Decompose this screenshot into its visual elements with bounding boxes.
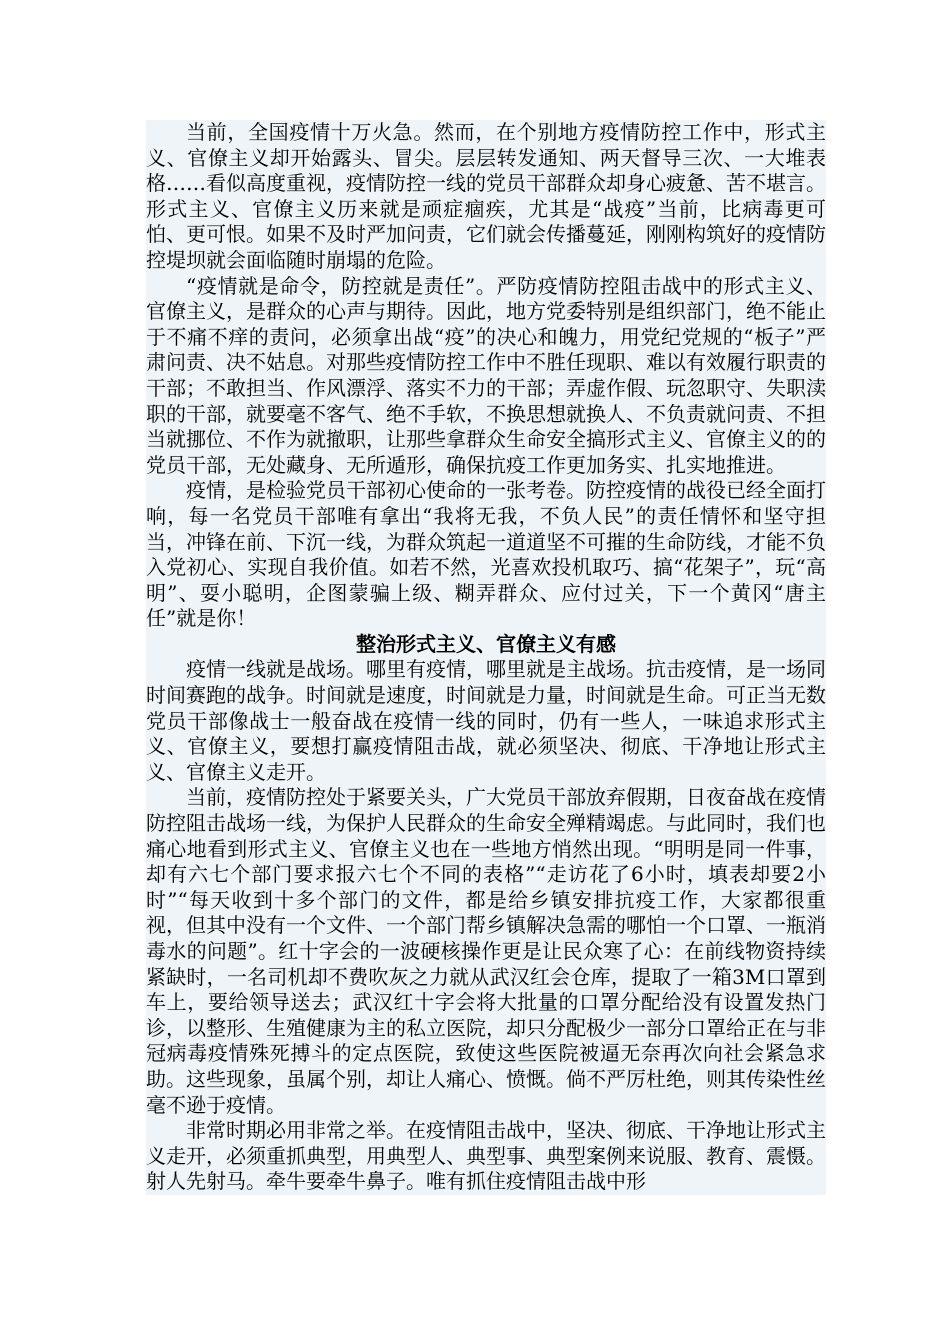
paragraph-4: 疫情一线就是战场。哪里有疫情，哪里就是主战场。抗击疫情，是一场同时间赛跑的战争。时间就是速度，时间就是力量，时间就是生命。可正当无数党员干部像战士一般奋战在疫情一线的同时，仍有一些人，一味追求形式主义、官僚主义，要想打赢疫情阻击战，就必须坚决、彻底、干净地让形式主义、官僚主义走开。 xyxy=(146,657,826,784)
paragraph-1: 当前，全国疫情十万火急。然而，在个别地方疫情防控工作中，形式主义、官僚主义却开始露头、冒尖。层层转发通知、两天督导三次、一大堆表格……看似高度重视，疫情防控一线的党员干部群众却身心疲惫、苦不堪言。形式主义、官僚主义历来就是顽症痼疾，尤其是“战疫”当前，比病毒更可怕、更可恨。如果不及时严加问责，它们就会传播蔓延，刚刚构筑好的疫情防控堤坝就会面临随时崩塌的危险。 xyxy=(146,120,826,272)
paragraph-5: 当前，疫情防控处于紧要关头，广大党员干部放弃假期，日夜奋战在疫情防控阻击战场一线，为保护人民群众的生命安全殚精竭虑。与此同时，我们也痛心地看到形式主义、官僚主义也在一些地方悄然出现。“明明是同一件事，却有六七个部门要求报六七个不同的表格”“走访花了6小时，填表却要2小时”“每天收到十多个部门的文件，都是给乡镇安排抗疫工作，大家都很重视，但其中没有一个文件、一个部门帮乡镇解决急需的哪怕一个口罩、一瓶消毒水的问题”。红十字会的一波硬核操作更是让民众寒了心：在前线物资持续紧缺时，一名司机却不费吹灰之力就从武汉红会仓库，提取了一箱3M口罩到车上，要给领导送去；武汉红十字会将大批量的口罩分配给没有设置发热门诊，以整形、生殖健康为主的私立医院，却只分配极少一部分口罩给正在与非冠病毒疫情殊死搏斗的定点医院，致使这些医院被逼无奈再次向社会紧急求助。这些现象，虽属个别，却让人痛心、愤慨。倘不严厉杜绝，则其传染性丝毫不逊于疫情。 xyxy=(146,785,826,1117)
paragraph-2: “疫情就是命令，防控就是责任”。严防疫情防控阻击战中的形式主义、官僚主义，是群众的心声与期待。因此，地方党委特别是组织部门，绝不能止于不痛不痒的责问，必须拿出战“疫”的决心和魄力，用党纪党规的“板子”严肃问责、决不姑息。对那些疫情防控工作中不胜任现职、难以有效履行职责的干部；不敢担当、作风漂浮、落实不力的干部；弄虚作假、玩忽职守、失职渎职的干部，就要毫不客气、绝不手软，不换思想就换人、不负责就问责、不担当就挪位、不作为就撤职，让那些拿群众生命安全搞形式主义、官僚主义的的党员干部，无处藏身、无所遁形，确保抗疫工作更加务实、扎实地推进。 xyxy=(146,273,826,477)
section-heading: 整治形式主义、官僚主义有感 xyxy=(146,632,826,658)
paragraph-3: 疫情，是检验党员干部初心使命的一张考卷。防控疫情的战役已经全面打响，每一名党员干部唯有拿出“我将无我，不负人民”的责任情怀和坚守担当，冲锋在前、下沉一线，为群众筑起一道道坚不可摧的生命防线，才能不负入党初心、实现自我价值。如若不然，光喜欢投机取巧、搞“花架子”，玩“高明”、耍小聪明，企图蒙骗上级、糊弄群众、应付过关，下一个黄冈“唐主任”就是你！ xyxy=(146,478,826,631)
paragraph-6: 非常时期必用非常之举。在疫情阻击战中，坚决、彻底、干净地让形式主义走开，必须重抓典型，用典型人、典型事、典型案例来说服、教育、震慑。射人先射马。牵牛要牵牛鼻子。唯有抓住疫情阻击战中形 xyxy=(146,1118,826,1194)
document-page xyxy=(146,120,826,1195)
